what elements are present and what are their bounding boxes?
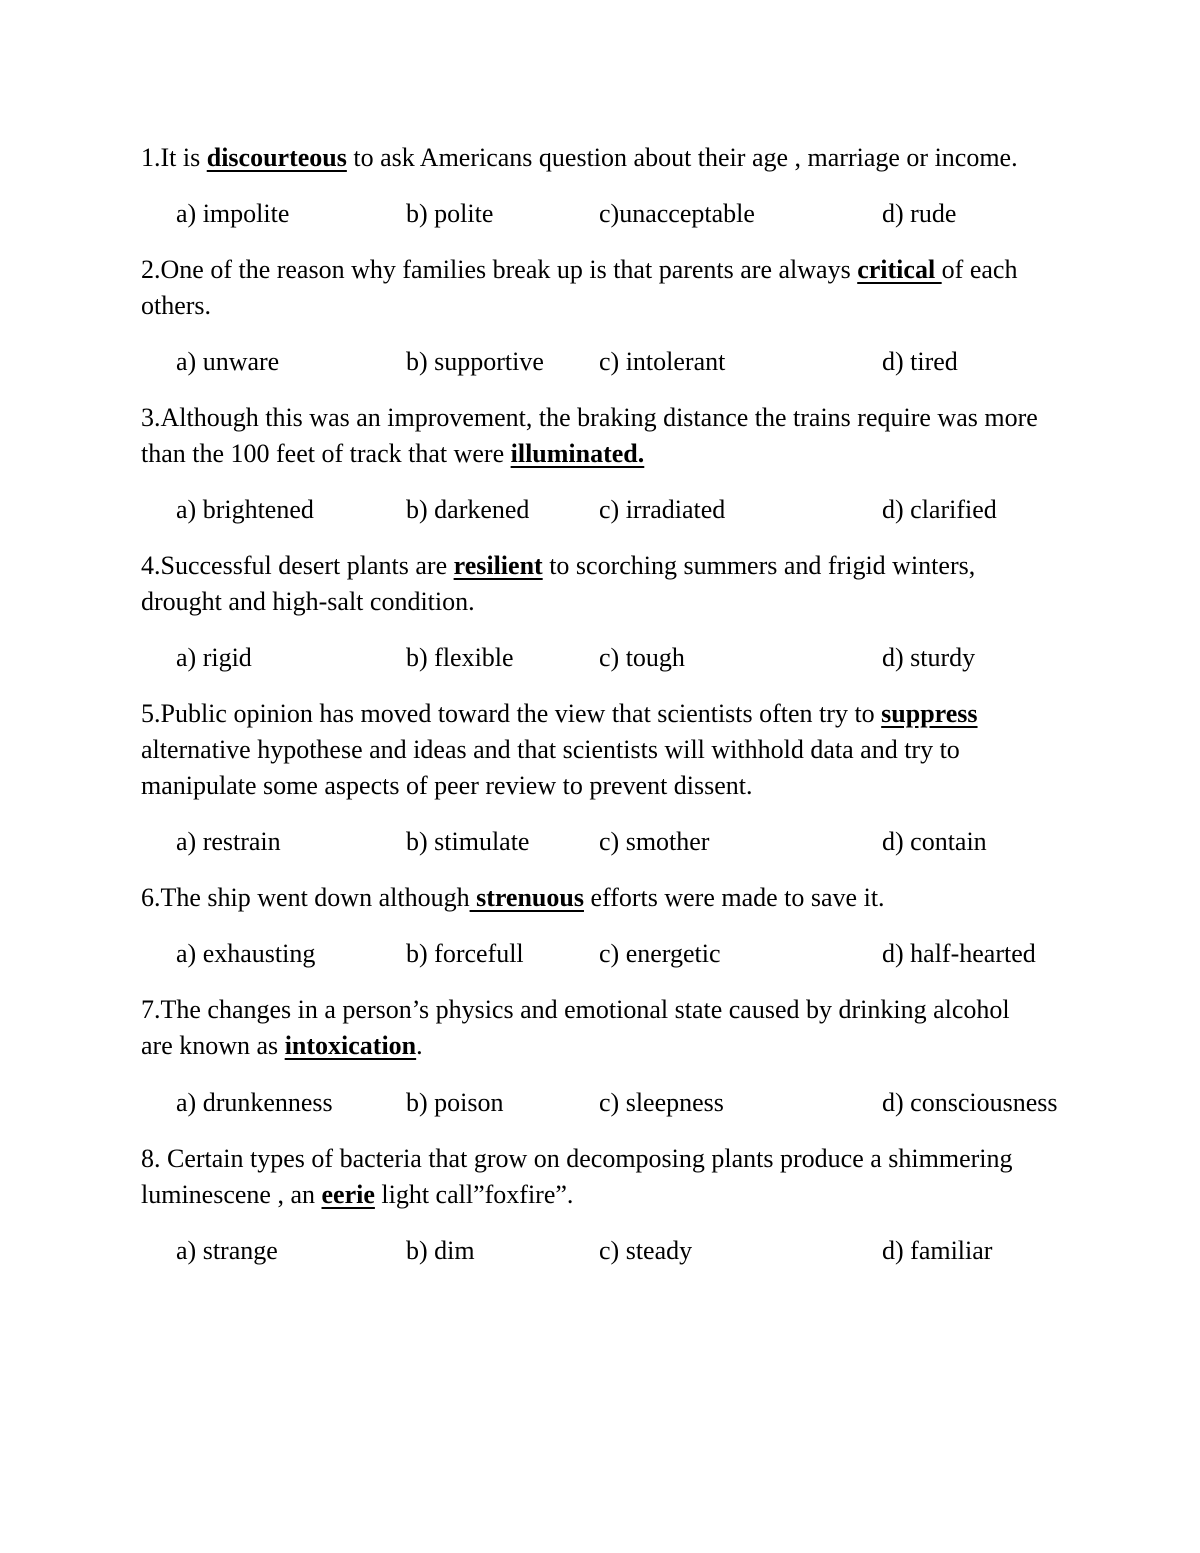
q5-option-c: c) smother <box>599 827 710 856</box>
question-text: 5.Public opinion has moved toward the view that scientists often try to <box>141 699 882 728</box>
question-7-text: 7.The changes in a person’s physics and emotional state caused by drinking alcohol <box>141 995 1010 1024</box>
q4-option-a: a) rigid <box>176 643 252 672</box>
question-1-text <box>141 140 1018 176</box>
question-3-text-cont <box>141 436 644 472</box>
question-text: 1.It is <box>141 143 207 172</box>
keyword: discourteous <box>206 143 347 172</box>
q8-option-d: d) familiar <box>882 1236 993 1265</box>
q6-option-d: d) half-hearted <box>882 939 1036 968</box>
question-7-text-cont <box>141 1028 423 1064</box>
question-text: . <box>416 1031 423 1060</box>
q1-option-a: a) impolite <box>176 199 290 228</box>
q1-option-b: b) polite <box>406 199 494 228</box>
question-text: light call”foxfire”. <box>374 1180 574 1209</box>
q6-option-a: a) exhausting <box>176 939 316 968</box>
q2-option-c: c) intolerant <box>599 347 726 376</box>
q7-option-d: d) consciousness <box>882 1088 1058 1117</box>
question-4-text-cont: drought and high-salt condition. <box>141 587 475 616</box>
question-2-text <box>141 252 1017 288</box>
q2-option-d: d) tired <box>882 347 958 376</box>
keyword: eerie <box>321 1180 375 1209</box>
question-text: are known as <box>141 1031 285 1060</box>
q1-option-c: c)unacceptable <box>599 199 755 228</box>
q3-option-b: b) darkened <box>406 495 530 524</box>
keyword: resilient <box>453 551 543 580</box>
question-8-text: 8. Certain types of bacteria that grow on decomposing plants produce a shimmering <box>141 1144 1013 1173</box>
q8-option-c: c) steady <box>599 1236 693 1265</box>
question-4-text <box>141 548 975 584</box>
keyword: intoxication <box>284 1031 417 1060</box>
question-text: to scorching summers and frigid winters, <box>542 551 976 580</box>
q8-option-b: b) dim <box>406 1236 475 1265</box>
q7-option-b: b) poison <box>406 1088 504 1117</box>
q3-option-a: a) brightened <box>176 495 314 524</box>
keyword: suppress <box>881 699 978 728</box>
q7-option-c: c) sleepness <box>599 1088 724 1117</box>
q4-option-c: c) tough <box>599 643 685 672</box>
question-5-text-cont: manipulate some aspects of peer review to prevent dissent. <box>141 771 753 800</box>
q8-option-a: a) strange <box>176 1236 278 1265</box>
keyword: strenuous <box>469 883 584 912</box>
question-text: 2.One of the reason why families break up is that parents are always <box>141 255 858 284</box>
q5-option-b: b) stimulate <box>406 827 530 856</box>
keyword: critical <box>857 255 942 284</box>
question-text: luminescene , an <box>141 1180 322 1209</box>
question-3-text: 3.Although this was an improvement, the braking distance the trains require was more <box>141 403 1038 432</box>
question-text: 6.The ship went down although <box>141 883 470 912</box>
question-5-text <box>141 696 978 732</box>
q1-option-d: d) rude <box>882 199 957 228</box>
question-8-text-cont <box>141 1177 573 1213</box>
q2-option-a: a) unware <box>176 347 280 376</box>
q6-option-c: c) energetic <box>599 939 721 968</box>
keyword: illuminated. <box>510 439 645 468</box>
question-5-text-cont: alternative hypothese and ideas and that scientists will withhold data and try to <box>141 735 960 764</box>
q4-option-b: b) flexible <box>406 643 514 672</box>
question-text: of each <box>941 255 1018 284</box>
question-6-text <box>141 880 885 916</box>
q5-option-d: d) contain <box>882 827 987 856</box>
q2-option-b: b) supportive <box>406 347 544 376</box>
question-2-text-cont: others. <box>141 291 212 320</box>
q5-option-a: a) restrain <box>176 827 281 856</box>
question-text: 4.Successful desert plants are <box>141 551 454 580</box>
question-text: to ask Americans question about their age , marriage or income. <box>346 143 1018 172</box>
q3-option-c: c) irradiated <box>599 495 726 524</box>
q7-option-a: a) drunkenness <box>176 1088 333 1117</box>
q3-option-d: d) clarified <box>882 495 997 524</box>
q6-option-b: b) forcefull <box>406 939 524 968</box>
q4-option-d: d) sturdy <box>882 643 976 672</box>
question-text: efforts were made to save it. <box>583 883 885 912</box>
question-text: than the 100 feet of track that were <box>141 439 511 468</box>
